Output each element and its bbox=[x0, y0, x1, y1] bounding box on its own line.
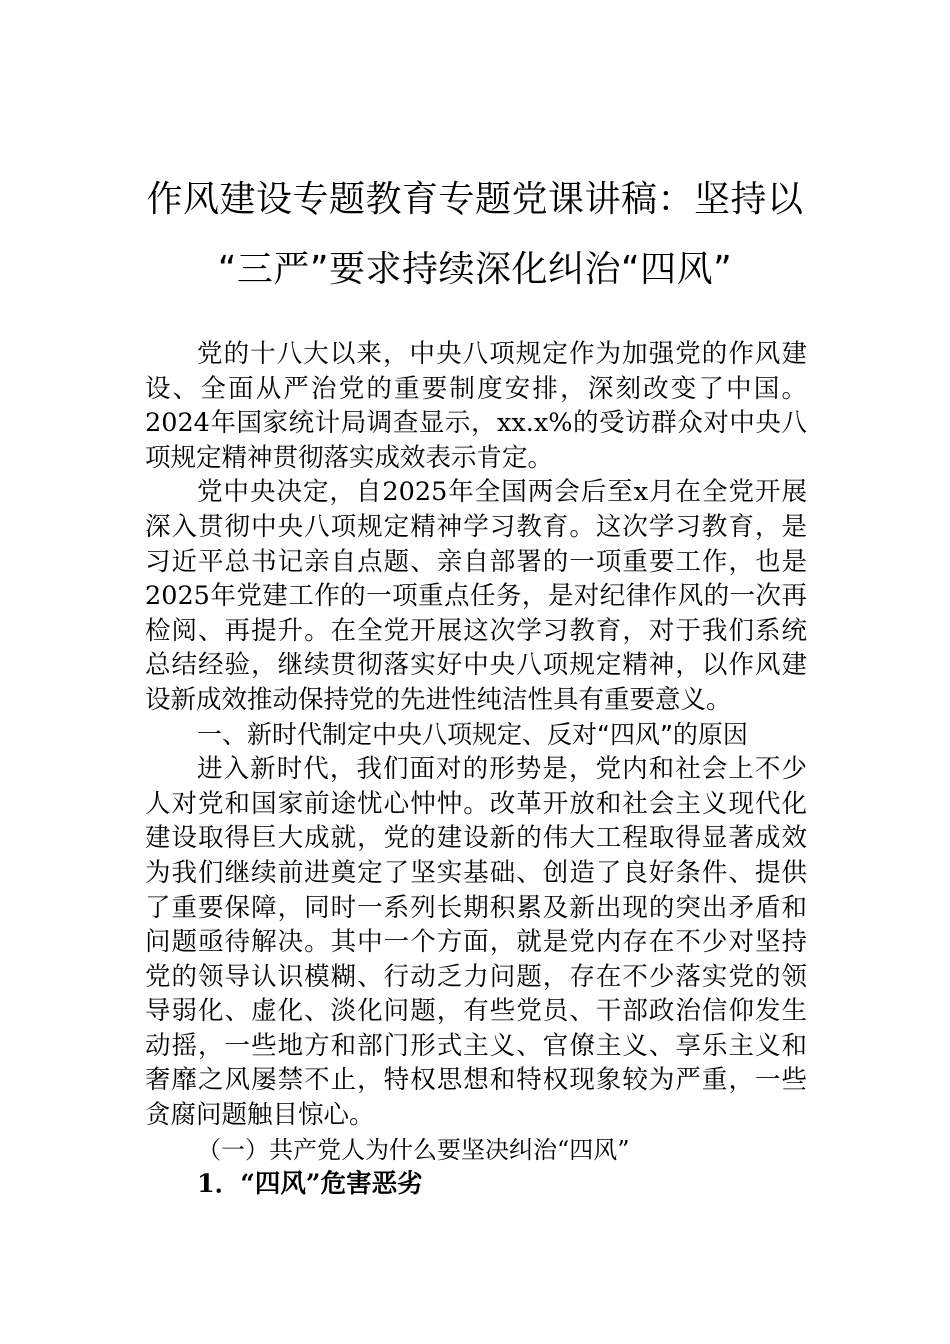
section-heading: 一、新时代制定中央八项规定、反对“四风”的原因 bbox=[197, 719, 748, 749]
section-paragraph: 进入新时代，我们面对的形势是，党内和社会上不少人对党和国家前途忧心忡忡。改革开放和社会主义现代化建设取得巨大成就，党的建设新的伟大工程取得显著成效为我们继续前进奠定了坚实基础、创造了良好条件、提供了重要保障，同时一系列长期积累及新出现的突出矛盾和问题亟待解决。其中一个方面，就是党内存在不少对坚持党的领导认识模糊、行动乏力问题，存在不少落实党的领导弱化、虚化、淡化问题，有些党员、干部政治信仰发生动摇，一些地方和部门形式主义、官僚主义、享乐主义和奢靡之风屡禁不止，特权思想和特权现象较为严重，一些贪腐问题触目惊心。 bbox=[145, 754, 807, 1131]
intro-paragraph-2: 党中央决定，自2025年全国两会后至x月在全党开展深入贯彻中央八项规定精神学习教育。这次学习教育，是习近平总书记亲自点题、亲自部署的一项重要工作，也是2025年党建工作的一项重点任务，是对纪律作风的一次再检阅、再提升。在全党开展这次学习教育，对于我们系统总结经验，继续贯彻落实好中央八项规定精神，以作风建设新成效推动保持党的先进性纯洁性具有重要意义。 bbox=[145, 477, 807, 715]
document-title-line-1: 作风建设专题教育专题党课讲稿：坚持以 bbox=[146, 179, 804, 220]
subsection-heading: （一）共产党人为什么要坚决纠治“四风” bbox=[197, 1135, 630, 1164]
intro-paragraph-1: 党的十八大以来，中央八项规定作为加强党的作风建设、全面从严治党的重要制度安排，深刻改变了中国。2024年国家统计局调查显示，xx.x%的受访群众对中央八项规定精神贯彻落实成效表示肯定。 bbox=[145, 339, 807, 473]
point-heading: 1．“四风”危害恶劣 bbox=[197, 1169, 423, 1200]
document-body bbox=[145, 337, 807, 1202]
document-title-line-2: “三严”要求持续深化纠治“四风” bbox=[217, 249, 733, 290]
